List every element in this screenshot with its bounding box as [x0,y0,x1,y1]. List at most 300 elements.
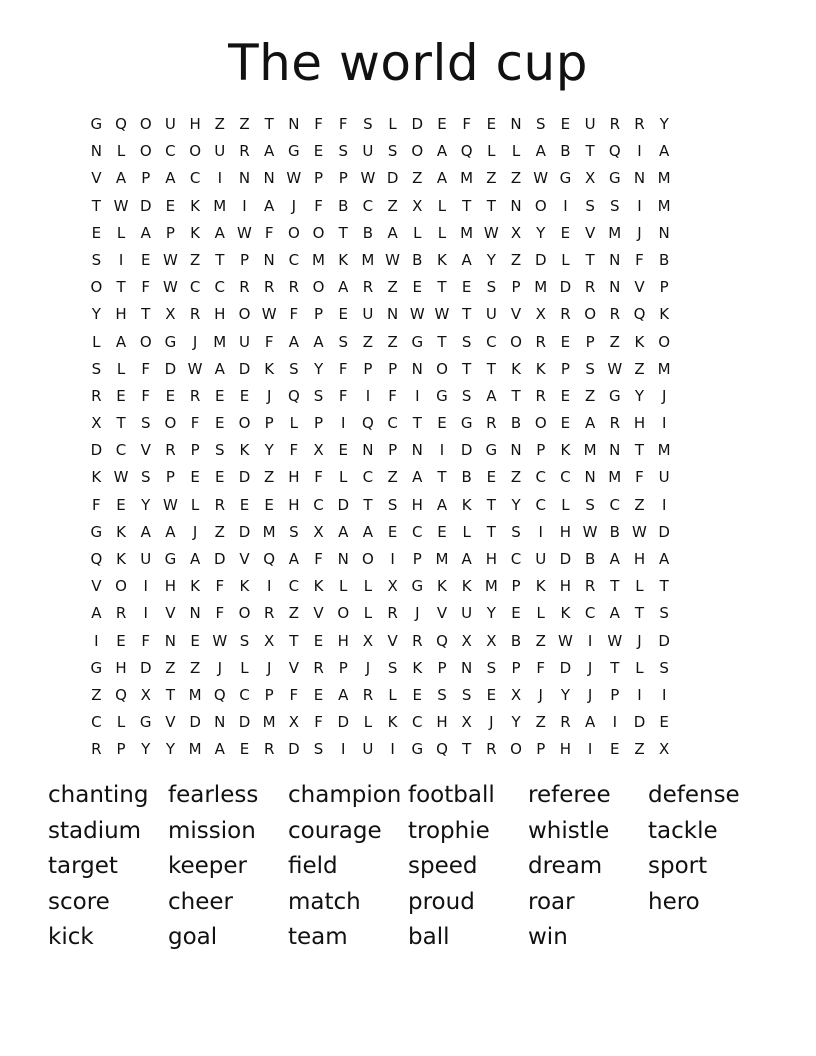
grid-letter: T [141,305,151,324]
grid-letter: B [412,250,423,269]
grid-letter: H [337,631,349,650]
grid-letter: E [511,604,521,623]
grid-letter: P [239,250,249,269]
word-list-item: target [48,853,118,879]
grid-letter: S [461,685,472,704]
grid-letter: V [288,658,299,677]
grid-letter: V [91,169,102,188]
grid-letter: P [536,740,546,759]
grid-letter: F [190,414,200,433]
grid-letter: E [412,278,423,297]
grid-letter: D [658,631,670,650]
grid-letter: M [484,577,498,596]
grid-letter: X [288,713,299,732]
grid-letter: C [214,278,226,297]
grid-letter: W [162,495,178,514]
grid-letter: O [238,414,251,433]
grid-letter: T [116,414,126,433]
grid-letter: X [584,169,596,188]
grid-letter: N [510,115,522,133]
grid-letter: T [486,359,496,378]
grid-letter: K [412,658,423,677]
grid-letter: N [609,441,621,460]
grid-letter: D [238,522,251,541]
grid-letter: O [312,223,325,242]
grid-letter: B [362,223,374,242]
grid-letter: W [261,305,277,324]
grid-letter: M [657,169,671,188]
grid-letter: D [658,522,670,541]
grid-letter: V [387,631,398,650]
grid-row [84,437,739,464]
grid-letter: V [165,604,176,623]
grid-letter: F [215,577,225,596]
grid-letter: A [338,685,349,704]
grid-letter: U [362,142,374,161]
grid-letter: M [657,441,671,460]
grid-letter: B [609,522,620,541]
grid-letter: P [338,169,348,188]
word-list-item: defense [648,782,740,808]
grid-letter: L [462,522,471,541]
grid-letter: M [188,740,202,759]
grid-letter: Z [189,250,201,269]
grid-letter: L [561,495,570,514]
grid-row [84,628,739,655]
grid-letter: L [437,196,447,215]
grid-letter: A [338,522,349,541]
grid-letter: W [632,522,647,541]
grid-letter: A [659,142,670,161]
grid-letter: C [288,250,300,269]
grid-letter: E [486,685,497,704]
grid-letter: R [288,278,300,297]
word-list-item: whistle [528,817,610,844]
grid-letter: L [561,250,570,269]
word-list-item: kick [48,924,94,950]
grid-letter: F [314,713,323,732]
grid-row [84,138,739,165]
grid-letter: L [487,142,496,161]
grid-letter: P [116,740,126,759]
grid-letter: C [91,713,102,732]
grid-letter: P [314,169,324,188]
grid-letter: W [162,250,178,269]
grid-letter: X [461,713,472,732]
grid-letter: K [535,577,546,596]
grid-letter: F [289,305,299,324]
grid-letter: E [313,685,324,704]
grid-letter: I [266,577,272,596]
grid-letter: C [486,332,497,351]
grid-letter: N [658,223,670,242]
grid-letter: Z [510,169,522,188]
grid-letter: D [633,713,646,732]
grid-letter: E [116,631,126,650]
grid-letter: A [436,142,448,161]
grid-letter: C [535,468,546,487]
word-list-item: football [408,782,495,808]
grid-letter: K [560,441,571,460]
grid-letter: A [436,495,448,514]
grid-letter: R [115,604,127,623]
grid-letter: G [436,386,448,405]
grid-row [84,274,739,301]
grid-letter: N [288,115,300,133]
grid-letter: R [387,604,398,623]
grid-letter: M [262,522,276,541]
grid-letter: T [165,685,175,704]
grid-letter: R [91,386,102,405]
grid-letter: F [338,386,348,405]
grid-letter: D [214,550,226,568]
grid-letter: H [189,115,201,133]
grid-letter: L [116,223,126,242]
grid-letter: Z [214,115,225,133]
word-list-item: chanting [48,782,149,808]
grid-letter: G [139,713,152,732]
grid-letter: V [313,604,324,623]
grid-row [84,546,739,573]
grid-letter: F [536,658,546,677]
word-list-item: dream [528,853,603,879]
grid-letter: C [412,713,423,732]
grid-letter: S [363,115,373,133]
grid-letter: F [141,631,151,650]
grid-letter: H [164,577,177,596]
grid-letter: H [633,550,646,568]
grid-letter: E [190,631,200,650]
grid-letter: X [461,631,472,650]
word-list-item: champion [288,782,402,808]
grid-letter: I [563,196,568,215]
grid-letter: K [437,250,447,269]
grid-letter: U [584,115,596,133]
grid-letter: E [215,386,225,405]
grid-letter: H [559,577,572,596]
grid-letter: D [90,441,103,460]
grid-letter: J [587,685,593,704]
grid-letter: E [239,495,250,514]
grid-letter: M [312,250,325,269]
grid-letter: Y [91,305,101,324]
grid-letter: S [387,658,398,677]
grid-letter: E [215,468,225,487]
grid-letter: S [140,414,151,433]
grid-letter: E [486,468,497,487]
grid-letter: B [584,550,596,568]
grid-letter: Y [264,441,274,460]
grid-letter: Y [141,495,151,514]
grid-letter: N [90,142,102,161]
grid-letter: P [388,359,398,378]
grid-letter: L [413,223,422,242]
grid-letter: I [341,414,346,433]
grid-letter: A [486,386,497,405]
grid-letter: Z [214,522,225,541]
grid-letter: M [213,196,227,215]
grid-letter: P [511,577,521,596]
grid-letter: O [510,332,522,351]
grid-letter: Q [115,685,127,704]
grid-letter: C [189,169,201,188]
letter-grid [84,111,739,764]
grid-letter: L [363,577,373,596]
grid-letter: I [217,169,222,188]
grid-letter: N [362,441,374,460]
grid-letter: L [190,495,200,514]
grid-letter: A [140,522,151,541]
grid-row [84,655,739,682]
grid-letter: K [239,441,250,460]
grid-letter: T [215,250,225,269]
grid-letter: L [289,414,299,433]
grid-letter: J [489,713,494,732]
grid-letter: C [165,142,176,161]
grid-letter: N [189,604,201,623]
grid-letter: N [510,441,522,460]
grid-letter: G [559,169,572,188]
grid-letter: V [91,577,102,596]
grid-letter: Q [263,550,276,568]
grid-letter: K [190,577,201,596]
grid-letter: E [264,495,274,514]
grid-letter: R [165,441,176,460]
grid-letter: S [91,359,102,378]
grid-letter: Q [608,142,621,161]
grid-letter: A [115,169,127,188]
grid-letter: R [263,278,275,297]
grid-letter: I [661,414,667,433]
grid-letter: A [288,550,299,568]
grid-letter: F [462,115,471,133]
grid-letter: Y [511,495,521,514]
grid-letter: T [585,250,595,269]
grid-letter: D [411,115,424,133]
grid-letter: F [314,115,323,133]
grid-letter: H [288,495,300,514]
grid-letter: I [242,196,247,215]
grid-row [84,519,739,546]
grid-letter: D [337,495,349,514]
grid-letter: A [659,550,670,568]
grid-letter: G [485,441,498,460]
grid-letter: L [635,658,644,677]
grid-letter: R [486,740,497,759]
grid-letter: E [387,522,398,541]
grid-letter: C [535,495,546,514]
grid-letter: D [534,250,547,269]
grid-letter: V [140,441,151,460]
grid-letter: K [461,495,472,514]
grid-letter: K [313,577,324,596]
grid-letter: N [214,713,226,732]
grid-letter: T [486,522,496,541]
grid-letter: G [411,740,424,759]
grid-letter: F [141,359,151,378]
grid-letter: V [436,604,448,623]
grid-letter: W [607,359,623,378]
grid-letter: D [288,740,300,759]
grid-letter: T [91,196,101,215]
grid-letter: A [609,604,620,623]
grid-letter: R [609,414,620,433]
grid-letter: S [338,142,348,161]
grid-letter: G [288,142,300,161]
grid-letter: A [214,740,225,759]
grid-letter: Z [609,332,620,351]
grid-letter: P [190,441,200,460]
grid-row [84,165,739,192]
grid-letter: Z [387,196,398,215]
grid-letter: T [338,223,348,242]
grid-letter: D [337,713,349,732]
grid-letter: F [264,223,274,242]
grid-letter: Z [387,332,398,351]
grid-letter: M [534,278,548,297]
grid-letter: T [486,495,496,514]
grid-letter: A [91,604,102,623]
grid-letter: Z [362,332,374,351]
grid-letter: E [437,522,447,541]
grid-letter: I [637,196,642,215]
grid-letter: R [362,685,374,704]
grid-letter: N [337,550,349,568]
grid-letter: T [412,414,422,433]
grid-letter: C [510,550,522,568]
grid-letter: Q [460,142,473,161]
grid-letter: S [610,196,620,215]
grid-row [84,247,739,274]
grid-letter: H [115,658,127,677]
grid-letter: F [314,550,323,568]
grid-letter: E [165,196,176,215]
grid-letter: I [661,685,667,704]
grid-letter: S [437,685,447,704]
grid-letter: C [584,604,596,623]
grid-letter: R [412,631,423,650]
grid-letter: T [264,115,274,133]
grid-letter: E [140,250,151,269]
grid-letter: N [609,250,621,269]
grid-letter: H [559,522,572,541]
grid-letter: M [460,169,474,188]
word-list-item: cheer [168,888,233,915]
grid-letter: T [585,142,595,161]
grid-letter: O [658,332,671,351]
grid-letter: U [362,740,374,759]
grid-letter: E [338,441,348,460]
word-list-item: sport [648,853,708,879]
grid-letter: J [637,631,642,650]
grid-letter: R [560,305,571,324]
grid-letter: I [612,713,617,732]
grid-letter: S [585,495,595,514]
grid-letter: H [288,468,300,487]
grid-letter: D [559,550,572,568]
grid-letter: K [116,550,126,568]
grid-letter: P [511,658,521,677]
grid-letter: Q [115,115,127,133]
grid-letter: W [360,169,376,188]
grid-letter: L [388,115,397,133]
grid-letter: N [609,278,621,297]
grid-letter: W [533,169,549,188]
grid-letter: F [215,604,225,623]
grid-letter: Q [436,740,448,759]
grid-letter: S [535,115,546,133]
grid-letter: L [92,332,101,351]
grid-letter: O [287,223,300,242]
grid-letter: T [462,359,472,378]
grid-letter: O [189,142,201,161]
grid-letter: P [511,278,521,297]
grid-letter: L [388,685,397,704]
grid-letter: T [610,658,620,677]
grid-letter: M [657,359,671,378]
grid-letter: V [239,550,250,568]
grid-letter: I [390,740,395,759]
grid-letter: V [634,278,645,297]
grid-letter: E [412,685,423,704]
grid-letter: Z [535,713,546,732]
grid-letter: B [510,631,522,650]
grid-letter: Z [239,115,250,133]
grid-letter: R [535,386,546,405]
grid-letter: F [314,468,323,487]
grid-letter: R [239,278,250,297]
grid-letter: L [536,604,545,623]
grid-row [84,220,739,247]
grid-letter: S [486,658,497,677]
grid-letter: G [164,550,177,568]
grid-letter: Y [659,115,669,133]
grid-letter: S [289,359,299,378]
grid-letter: N [584,468,596,487]
grid-letter: U [164,115,176,133]
word-list-item: ball [408,924,450,950]
grid-letter: W [162,278,178,297]
grid-letter: Y [560,685,570,704]
grid-letter: R [609,305,620,324]
grid-letter: H [559,740,572,759]
grid-letter: S [387,495,398,514]
grid-letter: M [583,441,597,460]
grid-letter: A [338,278,349,297]
grid-letter: Z [634,359,645,378]
grid-letter: N [164,631,177,650]
grid-letter: X [165,305,176,324]
grid-letter: P [437,658,447,677]
grid-letter: L [511,142,521,161]
word-list-item: keeper [168,853,248,879]
grid-letter: J [192,332,198,351]
grid-letter: F [141,386,151,405]
grid-letter: S [91,250,102,269]
grid-letter: X [387,577,398,596]
grid-letter: I [415,386,420,405]
grid-letter: X [313,522,324,541]
grid-letter: S [313,740,324,759]
grid-letter: R [91,740,102,759]
grid-letter: F [635,250,644,269]
grid-letter: I [637,685,642,704]
grid-letter: U [238,332,250,351]
grid-letter: R [486,414,497,433]
grid-letter: L [635,577,644,596]
grid-letter: U [535,550,547,568]
grid-letter: S [313,386,324,405]
